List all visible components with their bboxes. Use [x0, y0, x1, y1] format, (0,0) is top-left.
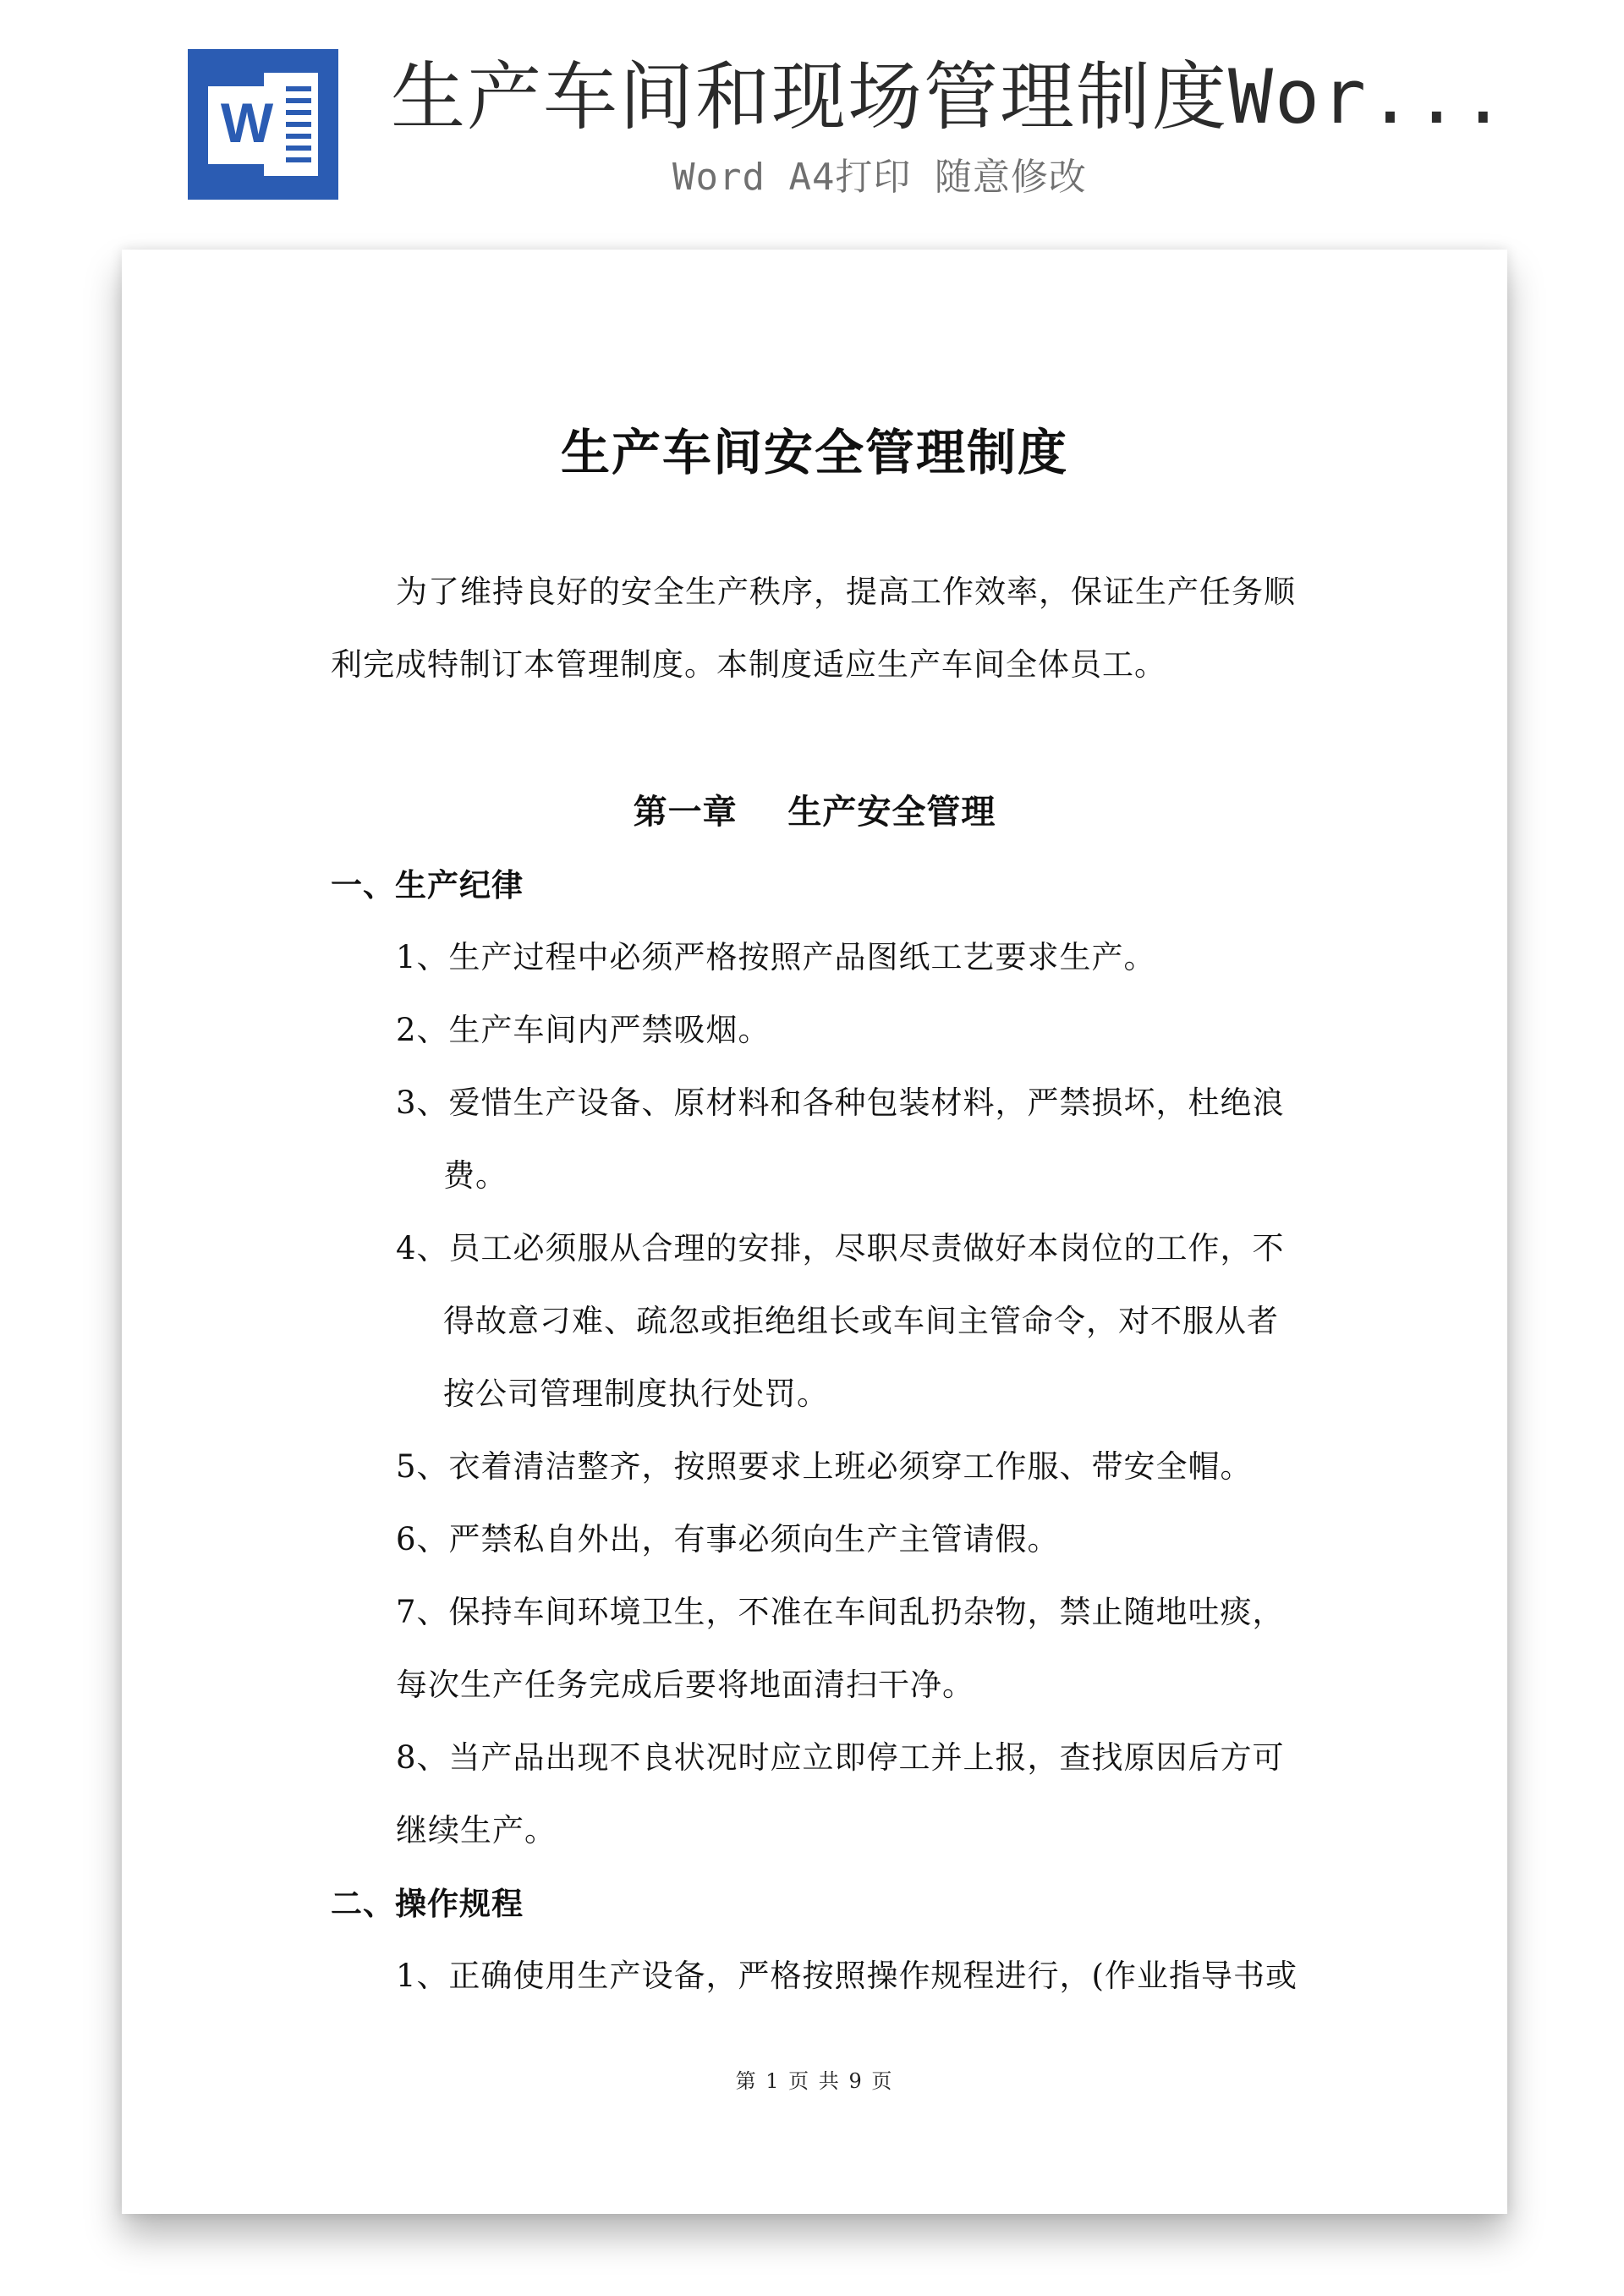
intro-line-1: 为了维持良好的安全生产秩序，提高工作效率，保证生产任务顺 — [396, 574, 1296, 610]
list-item: 4、员工必须服从合理的安排，尽职尽责做好本岗位的工作，不 — [396, 1230, 1285, 1266]
list-item: 6、严禁私自外出，有事必须向生产主管请假。 — [396, 1521, 1060, 1557]
list-item-continuation: 费。 — [443, 1157, 508, 1194]
list-item: 2、生产车间内严禁吸烟。 — [396, 1012, 771, 1048]
banner-title: 生产车间和现场管理制度Wor... — [391, 53, 1507, 140]
page-footer: 第 1 页 共 9 页 — [735, 2069, 894, 2093]
list-item-continuation: 继续生产。 — [396, 1812, 557, 1848]
document-title: 生产车间安全管理制度 — [560, 424, 1068, 481]
chapter-heading: 第一章 生产安全管理 — [633, 792, 996, 832]
list-item: 1、正确使用生产设备，严格按照操作规程进行，(作业指导书或 — [396, 1958, 1298, 1994]
banner — [0, 0, 1624, 237]
intro-line-2: 利完成特制订本管理制度。本制度适应生产车间全体员工。 — [331, 646, 1166, 683]
list-item-continuation: 得故意刁难、疏忽或拒绝组长或车间主管命令，对不服从者 — [443, 1303, 1279, 1339]
section-heading-operation: 二、操作规程 — [331, 1885, 524, 1922]
list-item: 3、爱惜生产设备、原材料和各种包装材料，严禁损坏，杜绝浪 — [396, 1085, 1285, 1121]
document-page — [122, 250, 1507, 2214]
list-item: 8、当产品出现不良状况时应立即停工并上报，查找原因后方可 — [396, 1739, 1285, 1776]
list-item-continuation: 按公司管理制度执行处罚。 — [443, 1376, 829, 1412]
banner-subtitle: Word A4打印 随意修改 — [672, 156, 1087, 199]
list-item: 7、保持车间环境卫生，不准在车间乱扔杂物，禁止随地吐痰， — [396, 1594, 1285, 1630]
section-heading-discipline: 一、生产纪律 — [331, 866, 524, 904]
list-item: 1、生产过程中必须严格按照产品图纸工艺要求生产。 — [396, 939, 1156, 975]
word-app-icon — [188, 49, 338, 200]
word-icon-letter: W — [220, 91, 274, 154]
list-item-continuation: 每次生产任务完成后要将地面清扫干净。 — [396, 1667, 974, 1703]
list-item: 5、衣着清洁整齐，按照要求上班必须穿工作服、带安全帽。 — [396, 1448, 1253, 1485]
